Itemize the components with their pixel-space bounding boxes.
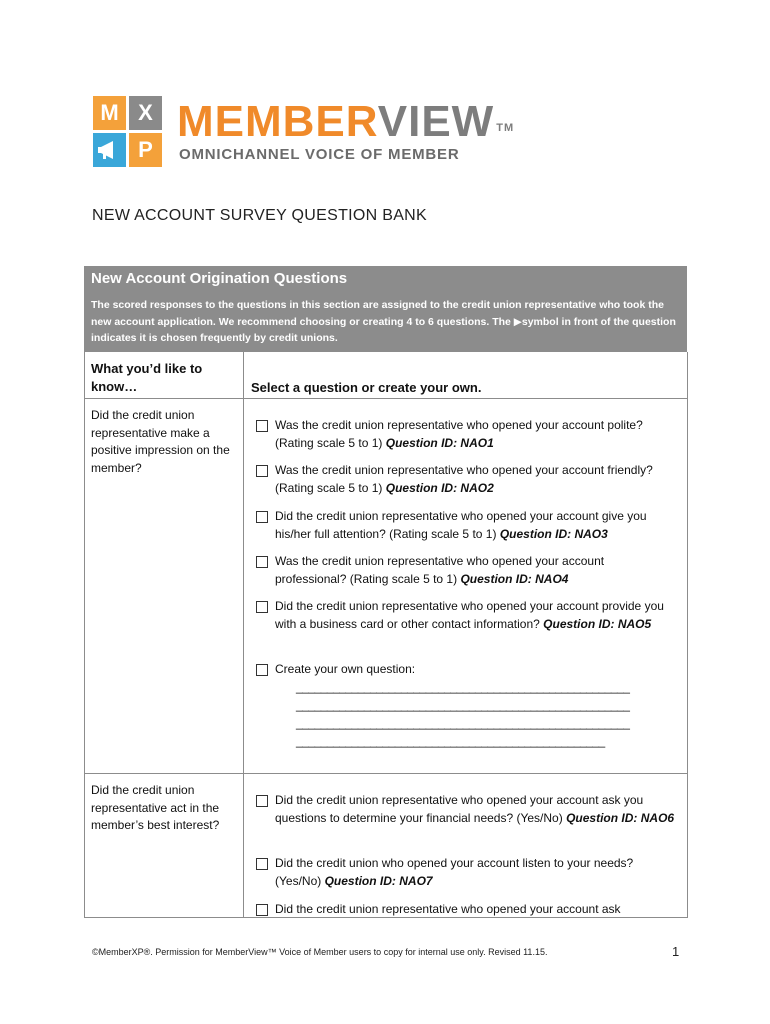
option-text: Create your own question: <box>275 662 416 676</box>
question-id: Question ID: NAO5 <box>543 616 652 631</box>
row-divider <box>85 398 687 399</box>
option-text: Was the credit union representative who opened your account friendly? (Rating scale 5 to 1) <box>275 463 653 495</box>
question-option[interactable] <box>275 462 675 497</box>
option-text: Was the credit union representative who opened your account professional? (Rating scale 5 to 1) <box>275 554 605 586</box>
option-text: Did the credit union representative who opened your account ask you questions to determine your financial needs? (Yes/No) <box>275 793 644 825</box>
section-title: New Account Origination Questions <box>91 270 348 287</box>
question-id: Question ID: NAO1 <box>385 435 494 450</box>
question-topic: Did the credit union representative act in the member’s best interest? <box>91 783 220 832</box>
logo-x-tile: X <box>129 96 162 130</box>
megaphone-icon <box>93 133 126 167</box>
option-text: Was the credit union representative who opened your account polite? (Rating scale 5 to 1) <box>275 418 643 450</box>
blank-line[interactable]: __________________________________________________ <box>296 734 605 748</box>
checkbox[interactable] <box>256 904 268 916</box>
logo-mark <box>93 96 163 168</box>
option-text: Did the credit union representative who opened your account provide you with a business card or other contact information? <box>275 599 664 631</box>
question-option[interactable] <box>275 661 675 679</box>
option-text: Did the credit union who opened your account listen to your needs? (Yes/No) <box>275 856 634 888</box>
page-number: 1 <box>672 944 680 959</box>
checkbox[interactable] <box>256 420 268 432</box>
checkbox[interactable] <box>256 511 268 523</box>
question-id: Question ID: NAO2 <box>385 480 494 495</box>
question-option[interactable] <box>275 792 675 827</box>
brand-view: VIEW <box>377 97 495 146</box>
logo-p-tile: P <box>129 133 162 167</box>
blank-line[interactable]: ______________________________________________________ <box>296 680 630 694</box>
question-id: Question ID: NAO6 <box>566 810 675 825</box>
copyright-footer: ©MemberXP®. Permission for MemberView™ Voice of Member users to copy for internal use only. Revised 11.15. <box>92 947 548 957</box>
column-divider <box>243 352 244 917</box>
checkbox[interactable] <box>256 795 268 807</box>
row-divider <box>85 773 687 774</box>
brand-tagline: OMNICHANNEL VOICE OF MEMBER <box>179 146 460 163</box>
question-option[interactable] <box>275 417 675 452</box>
blank-line[interactable]: ______________________________________________________ <box>296 716 630 730</box>
column-header-left: What you’d like to know… <box>91 361 203 394</box>
option-text: Did the credit union representative who opened your account ask <box>275 902 621 916</box>
checkbox[interactable] <box>256 601 268 613</box>
question-option[interactable] <box>275 508 675 543</box>
logo-m-tile: M <box>93 96 126 130</box>
question-option[interactable] <box>275 553 675 588</box>
memberview-logo <box>93 96 513 171</box>
section-header <box>84 266 687 352</box>
question-option[interactable] <box>275 901 675 919</box>
brand-wordmark <box>177 97 515 146</box>
option-text: Did the credit union representative who opened your account give you his/her full attention? (Rating scale 5 to 1) <box>275 509 647 541</box>
checkbox[interactable] <box>256 556 268 568</box>
checkbox[interactable] <box>256 465 268 477</box>
question-option[interactable] <box>275 598 675 633</box>
section-description: The scored responses to the questions in this section are assigned to the credit union representative who took the new account application. We recommend choosing or creating 4 to 6 questions. The ▶symbol in front of the question indicates it is chosen frequently by credit unions. <box>91 299 676 344</box>
question-id: Question ID: NAO4 <box>460 571 569 586</box>
question-id: Question ID: NAO3 <box>499 526 608 541</box>
brand-member: MEMBER <box>177 97 378 146</box>
question-id: Question ID: NAO7 <box>324 873 433 888</box>
checkbox[interactable] <box>256 664 268 676</box>
blank-line[interactable]: ______________________________________________________ <box>296 698 630 712</box>
checkbox[interactable] <box>256 858 268 870</box>
question-table <box>84 352 688 918</box>
trademark-mark: TM <box>496 122 515 134</box>
column-header-right: Select a question or create your own. <box>251 380 482 395</box>
question-topic: Did the credit union representative make a positive impression on the member? <box>91 408 230 475</box>
question-option[interactable] <box>275 855 675 890</box>
document-title: NEW ACCOUNT SURVEY QUESTION BANK <box>92 207 427 224</box>
